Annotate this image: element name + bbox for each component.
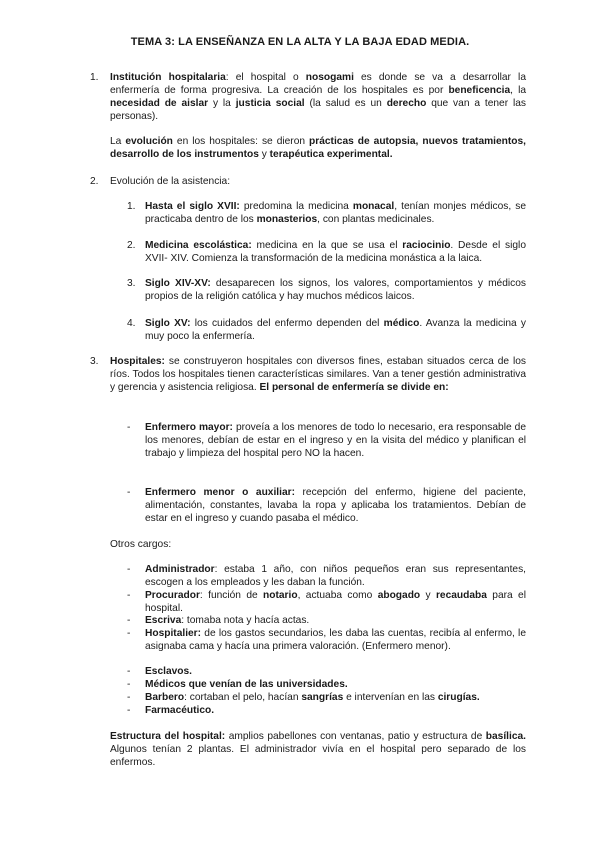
cargo-hospitalier: Hospitalier: de los gastos secundarios, les daba las cuentas, recibía al enfermo, le asignaba cama y hacía una primera valoración. (Enfermero menor). bbox=[145, 628, 526, 652]
cargo-8-dash: - bbox=[127, 705, 131, 716]
cargo-2-dash: - bbox=[127, 590, 131, 601]
cargo-procurador: Procurador: función de notario, actuaba como abogado y recaudaba para el hospital. bbox=[145, 590, 526, 614]
section-2-heading: Evolución de la asistencia: bbox=[110, 176, 231, 187]
assist-item-1: Hasta el siglo XVII: predomina la medicina monacal, tenían monjes médicos, se practicaba dentro de los monasterios, con plantas medicinales. bbox=[145, 201, 526, 225]
staff-1-dash: - bbox=[127, 422, 131, 433]
assist-item-4-number: 4. bbox=[127, 318, 136, 329]
cargo-1-dash: - bbox=[127, 564, 131, 575]
cargo-farmaceutico: Farmacéutico. bbox=[145, 705, 215, 716]
cargo-medicos: Médicos que venían de las universidades. bbox=[145, 679, 348, 690]
cargo-barbero: Barbero: cortaban el pelo, hacían sangrías e intervenían en las cirugías. bbox=[145, 692, 480, 703]
assist-item-3-number: 3. bbox=[127, 278, 136, 289]
cargo-4-dash: - bbox=[127, 628, 131, 639]
assist-item-3: Siglo XIV-XV: desaparecen los signos, los valores, comportamientos y médicos propios de la religión católica y hay muchos médicos laicos. bbox=[145, 278, 527, 302]
staff-enfermero-mayor: Enfermero mayor: proveía a los menores de todo lo necesario, era responsable de los menores, debían de estar en el ingreso y en la visita del médico y planifican el trabajo y limpieza del hospital pero NO la hacen. bbox=[145, 422, 526, 459]
cargo-escriva: Escriva: tomaba nota y hacía actas. bbox=[145, 615, 310, 626]
cargo-6-dash: - bbox=[127, 679, 131, 690]
section-1-paragraph-2: La evolución en los hospitales: se dieron prácticas de autopsia, nuevos tratamientos, desarrollo de los instrumentos y terapéutica experimental. bbox=[110, 136, 527, 160]
cargo-esclavos: Esclavos. bbox=[145, 666, 193, 677]
section-1-paragraph-1: Institución hospitalaria: el hospital o nosogami es donde se va a desarrollar la enfermería de forma progresiva. La creación de los hospitales es por beneficencia, la necesidad de aislar y la justicia social (la salud es un derecho que van a tener las personas). bbox=[110, 72, 526, 122]
otros-cargos-label: Otros cargos: bbox=[110, 539, 172, 550]
assist-item-2-number: 2. bbox=[127, 240, 136, 251]
cargo-5-dash: - bbox=[127, 666, 131, 677]
staff-2-dash: - bbox=[127, 487, 131, 498]
cargo-3-dash: - bbox=[127, 615, 131, 626]
staff-enfermero-menor: Enfermero menor o auxiliar: recepción del enfermo, higiene del paciente, alimentación, constantes, lavaba la ropa y aplicaba los tratamientos. Debían de estar en el ingreso y cuando pasaba el médico. bbox=[145, 487, 526, 524]
document-title: TEMA 3: LA ENSEÑANZA EN LA ALTA Y LA BAJA EDAD MEDIA. bbox=[130, 36, 470, 48]
section-3-paragraph: Hospitales: se construyeron hospitales con diversos fines, estaban situados cerca de los ríos. Todos los hospitales tienen características similares. Van a tener gestión administrativa y gerencia y asistencia religiosa. El personal de enfermería se divide en: bbox=[110, 356, 526, 393]
assist-item-1-number: 1. bbox=[127, 201, 136, 212]
cargo-administrador: Administrador: estaba 1 año, con niños pequeños eran sus representantes, escogen a los empleados y les daban la función. bbox=[145, 564, 526, 588]
estructura-hospital: Estructura del hospital: amplios pabellones con ventanas, patio y estructura de basílica. Algunos tenían 2 plantas. El administrador vivía en el hospital pero separado de los enfermos. bbox=[110, 731, 526, 768]
assist-item-4: Siglo XV: los cuidados del enfermo dependen del médico. Avanza la medicina y muy poco la enfermería. bbox=[145, 318, 526, 342]
section-3-number: 3. bbox=[90, 356, 99, 367]
section-1-number: 1. bbox=[90, 72, 99, 83]
section-2-number: 2. bbox=[90, 176, 99, 187]
assist-item-2: Medicina escolástica: medicina en la que se usa el raciocinio. Desde el siglo XVII- XIV. Comienza la transformación de la medicina monástica a la laica. bbox=[145, 240, 526, 264]
cargo-7-dash: - bbox=[127, 692, 131, 703]
